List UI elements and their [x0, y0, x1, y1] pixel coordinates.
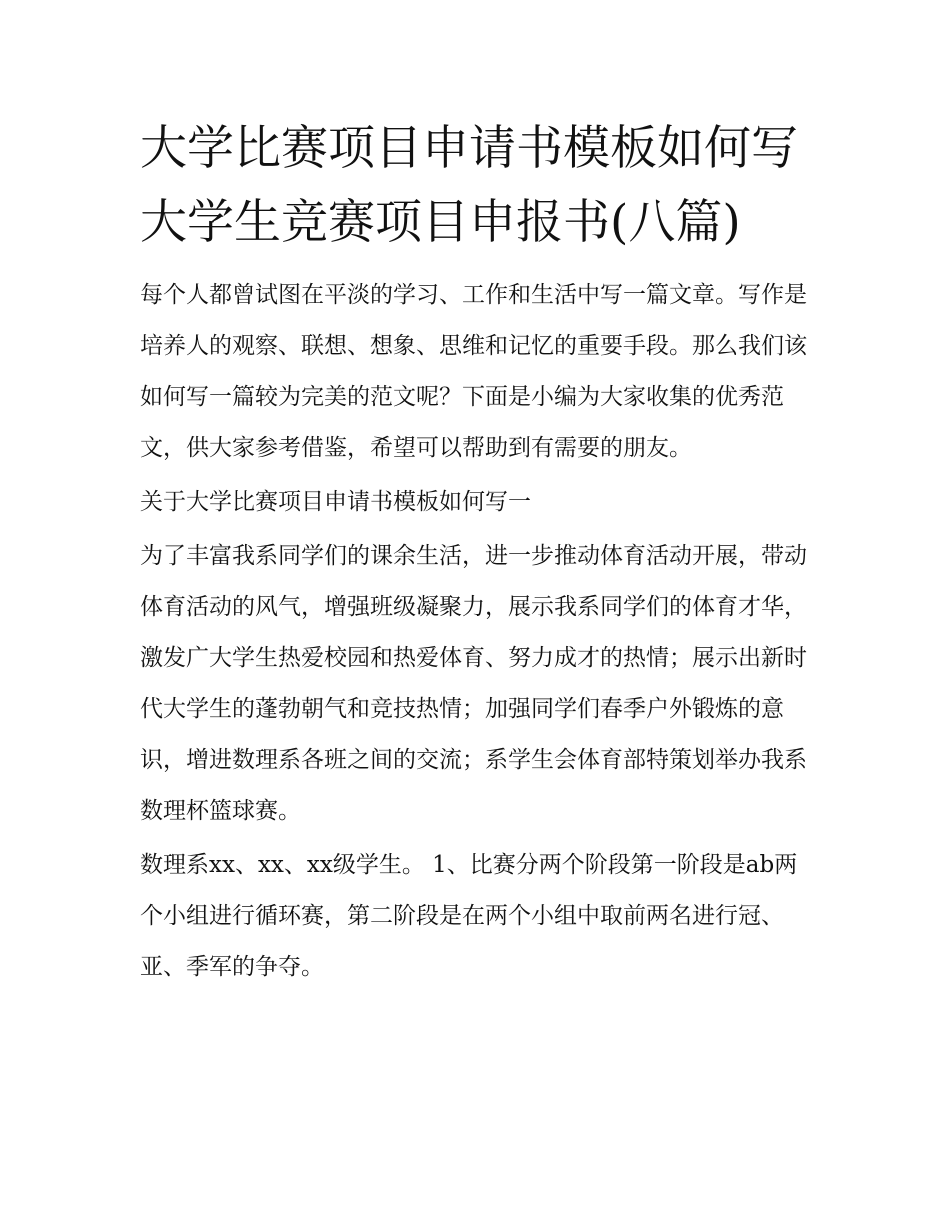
section-heading: 关于大学比赛项目申请书模板如何写一 [140, 489, 531, 515]
document-title: 大学比赛项目申请书模板如何写 大学生竞赛项目申报书(八篇) [140, 121, 798, 250]
body-paragraph-participants: 数理系xx、xx、xx级学生。 1、比赛分两个阶段第一阶段是ab两个小组进行循环赛，第二阶段是在两个小组中取前两名进行冠、亚、季军的争夺。 [140, 852, 798, 980]
document-content [140, 112, 812, 996]
body-paragraph-purpose: 为了丰富我系同学们的课余生活，进一步推动体育活动开展，带动体育活动的风气，增强班级凝聚力，展示我系同学们的体育才华，激发广大学生热爱校园和热爱体育、努力成才的热情；展示出新时代大学生的蓬勃朝气和竞技热情；加强同学们春季户外锻炼的意识，增进数理系各班之间的交流；系学生会体育部特策划举办我系数理杯篮球赛。 [140, 543, 807, 824]
intro-paragraph: 每个人都曾试图在平淡的学习、工作和生活中写一篇文章。写作是培养人的观察、联想、想象、思维和记忆的重要手段。那么我们该如何写一篇较为完美的范文呢？下面是小编为大家收集的优秀范文，供大家参考借鉴，希望可以帮助到有需要的朋友。 [140, 282, 807, 461]
